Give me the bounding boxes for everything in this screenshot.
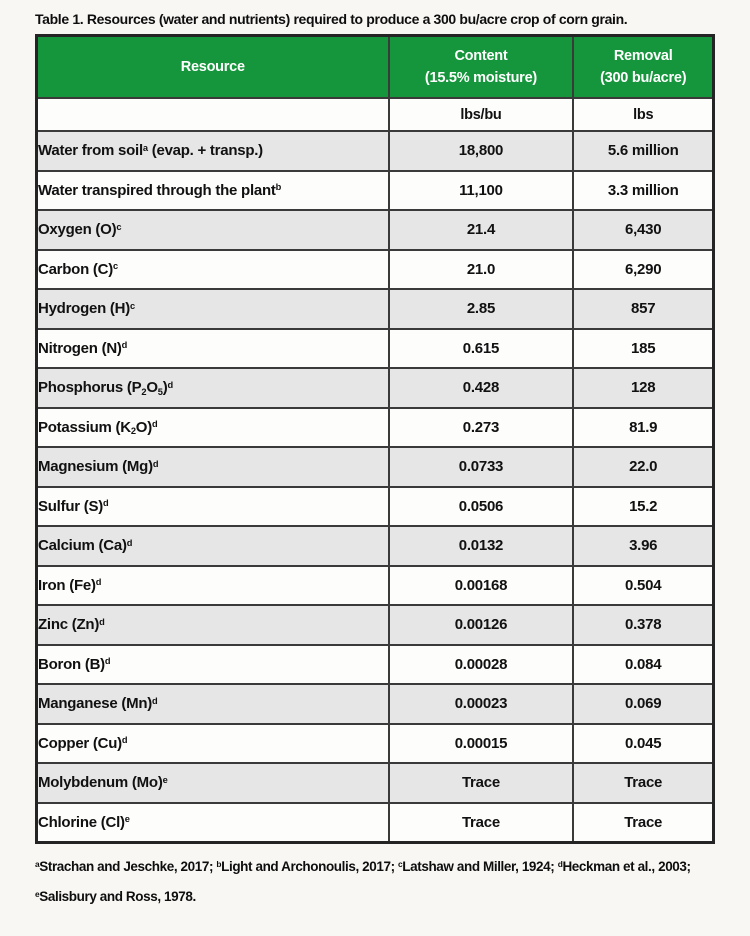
units-row bbox=[37, 98, 714, 131]
content-cell: Trace bbox=[389, 763, 574, 803]
table-row bbox=[37, 526, 714, 566]
resource-cell: Chlorine $(Cl)^e$ bbox=[37, 803, 389, 843]
col-header-resource: Resource bbox=[37, 36, 389, 99]
removal-cell: 0.069 bbox=[573, 684, 713, 724]
resource-cell: Oxygen $(O)^c$ bbox=[37, 210, 389, 250]
resource-cell: Manganese $(Mn)^d$ bbox=[37, 684, 389, 724]
resource-cell: Calcium $(Ca)^d$ bbox=[37, 526, 389, 566]
resource-cell: Hydrogen $(H)^c$ bbox=[37, 289, 389, 329]
resource-cell: Potassium $(K_2O)^d$ bbox=[37, 408, 389, 448]
footnote: $^a$Strachan and Jeschke, 2017; $^b$Light and Archonoulis, 2017; $^c$Latshaw and Miller, 1924; $^d$Heckman et al., 2003; $^e$Salisbury and Ross, 1978. bbox=[35, 858, 691, 905]
table-row bbox=[37, 131, 714, 171]
removal-cell: 857 bbox=[573, 289, 713, 329]
resources-table bbox=[35, 34, 715, 844]
resource-cell: Carbon $(C)^c$ bbox=[37, 250, 389, 290]
content-cell: 0.428 bbox=[389, 368, 574, 408]
table-row bbox=[37, 487, 714, 527]
content-cell: 2.85 bbox=[389, 289, 574, 329]
col-header-removal-line1: Removal bbox=[613, 47, 673, 64]
table-row bbox=[37, 724, 714, 764]
removal-cell: 3.3 million bbox=[573, 171, 713, 211]
removal-cell: 3.96 bbox=[573, 526, 713, 566]
removal-cell: Trace bbox=[573, 803, 713, 843]
resource-cell: Iron $(Fe)^d$ bbox=[37, 566, 389, 606]
resource-cell: Zinc $(Zn)^d$ bbox=[37, 605, 389, 645]
units-resource-cell bbox=[37, 98, 389, 131]
content-cell: 0.0506 bbox=[389, 487, 574, 527]
resource-cell: Molybdenum $(Mo)^e$ bbox=[37, 763, 389, 803]
table-row bbox=[37, 566, 714, 606]
content-cell: 18,800 bbox=[389, 131, 574, 171]
resource-cell: Nitrogen $(N)^d$ bbox=[37, 329, 389, 369]
removal-cell: 0.045 bbox=[573, 724, 713, 764]
content-cell: 0.0733 bbox=[389, 447, 574, 487]
removal-cell: 6,430 bbox=[573, 210, 713, 250]
table-row bbox=[37, 171, 714, 211]
removal-cell: Trace bbox=[573, 763, 713, 803]
content-cell: 0.615 bbox=[389, 329, 574, 369]
units-removal-cell: lbs bbox=[573, 98, 713, 131]
table-row bbox=[37, 329, 714, 369]
removal-cell: 15.2 bbox=[573, 487, 713, 527]
table-row bbox=[37, 210, 714, 250]
table-row bbox=[37, 645, 714, 685]
removal-cell: 5.6 million bbox=[573, 131, 713, 171]
removal-cell: 128 bbox=[573, 368, 713, 408]
content-cell: 21.4 bbox=[389, 210, 574, 250]
content-cell: 0.00023 bbox=[389, 684, 574, 724]
table-row bbox=[37, 605, 714, 645]
table-row bbox=[37, 408, 714, 448]
removal-cell: 0.084 bbox=[573, 645, 713, 685]
table-row bbox=[37, 289, 714, 329]
content-cell: 0.00028 bbox=[389, 645, 574, 685]
removal-cell: 6,290 bbox=[573, 250, 713, 290]
table-row bbox=[37, 250, 714, 290]
removal-cell: 0.504 bbox=[573, 566, 713, 606]
content-cell: Trace bbox=[389, 803, 574, 843]
col-header-content-line1: Content bbox=[454, 47, 508, 64]
units-content-cell: lbs/bu bbox=[389, 98, 574, 131]
content-cell: 0.273 bbox=[389, 408, 574, 448]
removal-cell: 22.0 bbox=[573, 447, 713, 487]
resource-cell: Magnesium $(Mg)^d$ bbox=[37, 447, 389, 487]
content-cell: 0.0132 bbox=[389, 526, 574, 566]
resource-cell: Sulfur $(S)^d$ bbox=[37, 487, 389, 527]
content-cell: 21.0 bbox=[389, 250, 574, 290]
resource-cell: Water from soil$^a$ (evap. + transp.) bbox=[37, 131, 389, 171]
table-caption: Table 1. Resources (water and nutrients) required to produce a 300 bu/acre crop of corn grain. bbox=[35, 11, 628, 27]
resource-cell: Copper $(Cu)^d$ bbox=[37, 724, 389, 764]
header-row bbox=[37, 36, 714, 99]
col-header-content-line2: (15.5% moisture) bbox=[424, 70, 537, 86]
table-row bbox=[37, 763, 714, 803]
col-header-content bbox=[389, 36, 574, 99]
resource-cell: Water transpired through the plant$^b$ bbox=[37, 171, 389, 211]
resource-cell: Boron $(B)^d$ bbox=[37, 645, 389, 685]
removal-cell: 0.378 bbox=[573, 605, 713, 645]
table-row bbox=[37, 368, 714, 408]
removal-cell: 185 bbox=[573, 329, 713, 369]
content-cell: 0.00168 bbox=[389, 566, 574, 606]
col-header-removal bbox=[573, 36, 713, 99]
resource-cell: Phosphorus $(P_2O_5)^d$ bbox=[37, 368, 389, 408]
content-cell: 0.00126 bbox=[389, 605, 574, 645]
table-row bbox=[37, 447, 714, 487]
content-cell: 0.00015 bbox=[389, 724, 574, 764]
removal-cell: 81.9 bbox=[573, 408, 713, 448]
content-cell: 11,100 bbox=[389, 171, 574, 211]
col-header-removal-line2: (300 bu/acre) bbox=[600, 70, 687, 86]
table-row bbox=[37, 684, 714, 724]
table-row bbox=[37, 803, 714, 843]
